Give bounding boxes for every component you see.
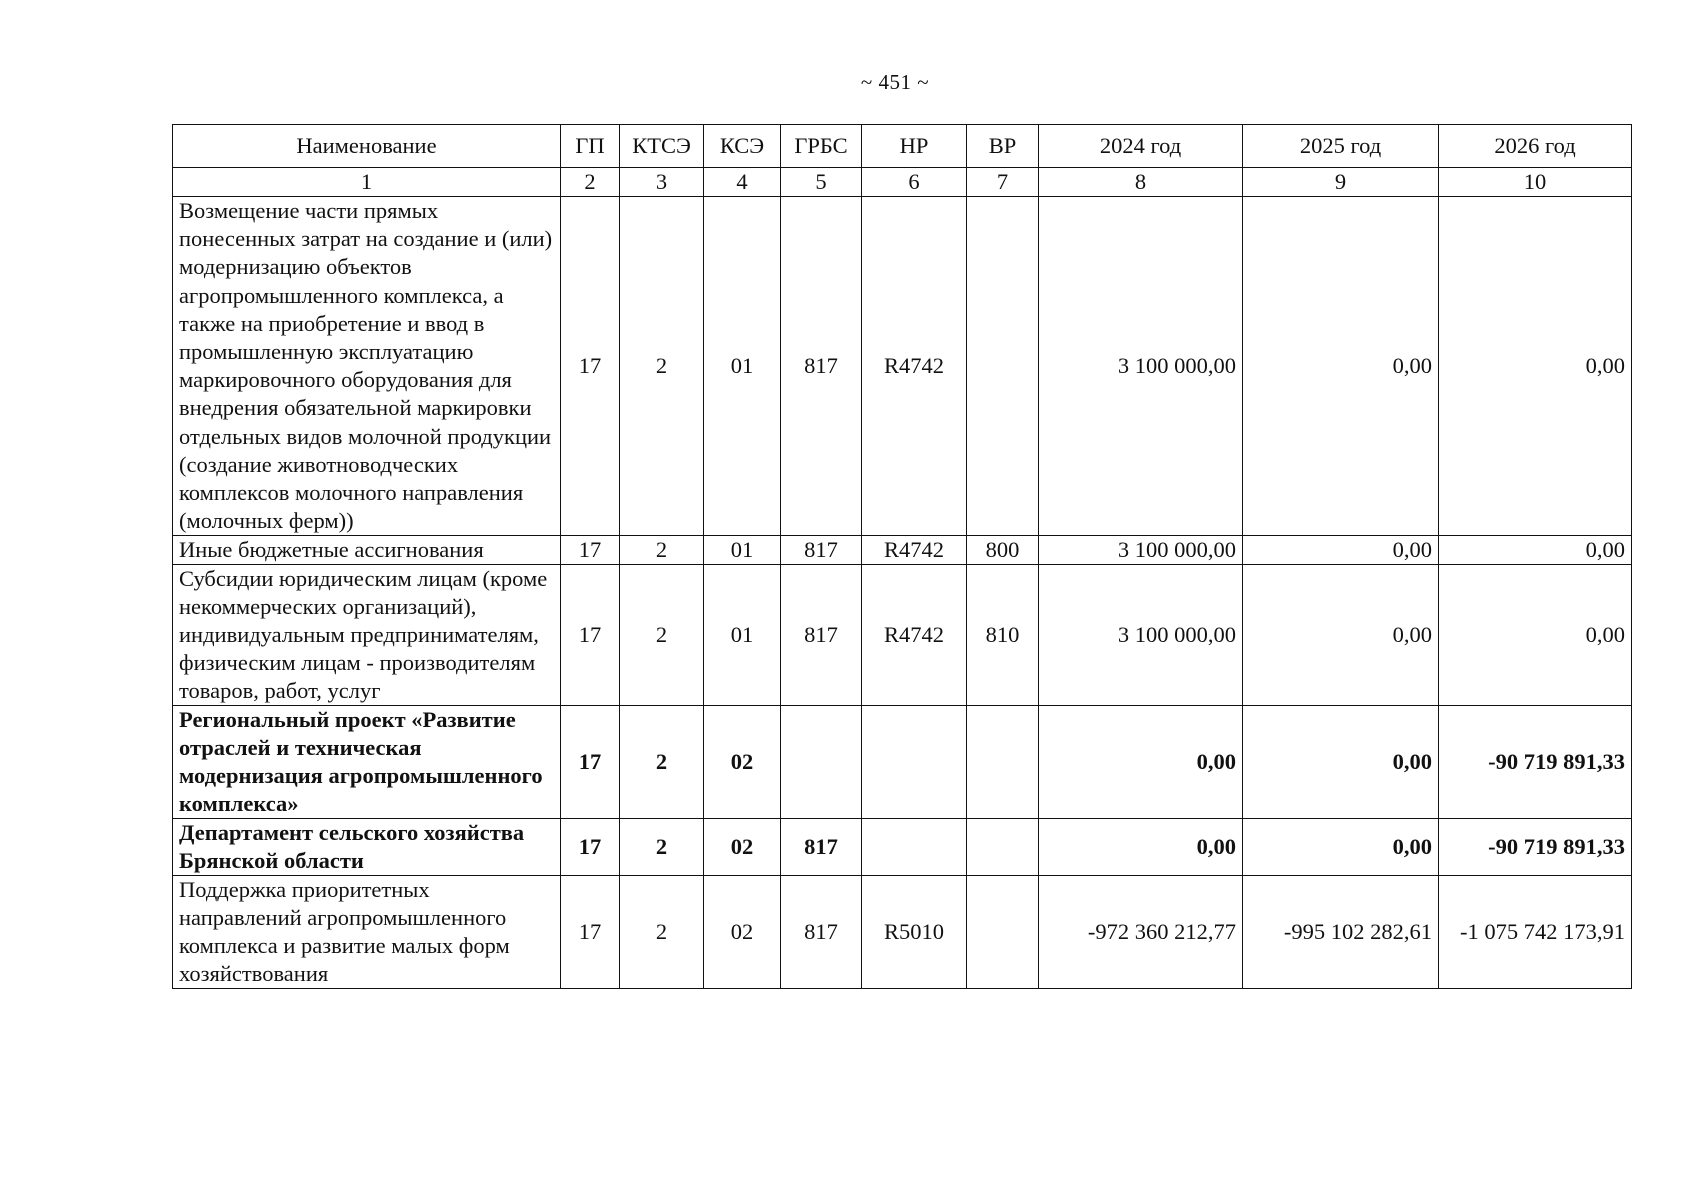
row-2026: 0,00 xyxy=(1439,565,1632,706)
row-vr: 810 xyxy=(967,565,1039,706)
column-index: 6 xyxy=(862,168,967,197)
row-name: Региональный проект «Развитие отраслей и техническая модернизация агропромышленного комплекса» xyxy=(173,706,561,819)
header-grbs: ГРБС xyxy=(781,125,862,168)
column-index: 3 xyxy=(620,168,704,197)
row-2025: -995 102 282,61 xyxy=(1243,876,1439,989)
header-nr: НР xyxy=(862,125,967,168)
row-ktse: 2 xyxy=(620,197,704,536)
row-kse: 01 xyxy=(704,197,781,536)
row-vr xyxy=(967,706,1039,819)
header-name: Наименование xyxy=(173,125,561,168)
row-nr xyxy=(862,819,967,876)
row-nr: R4742 xyxy=(862,536,967,565)
row-vr xyxy=(967,876,1039,989)
row-2026: -1 075 742 173,91 xyxy=(1439,876,1632,989)
page-number: ~ 451 ~ xyxy=(860,70,930,94)
header-kse: КСЭ xyxy=(704,125,781,168)
row-2025: 0,00 xyxy=(1243,706,1439,819)
row-kse: 02 xyxy=(704,876,781,989)
row-2024: 0,00 xyxy=(1039,706,1243,819)
column-index-row xyxy=(173,168,1632,197)
header-ktse: КТСЭ xyxy=(620,125,704,168)
row-name: Возмещение части прямых понесенных затрат на создание и (или) модернизацию объектов агропромышленного комплекса, а также на приобретение и ввод в промышленную эксплуатацию маркировочного оборудования для внедрения обязательной маркировки отдельных видов молочной продукции (создание животноводческих комплексов молочного направления (молочных ферм)) xyxy=(173,197,561,536)
row-nr: R5010 xyxy=(862,876,967,989)
column-index: 4 xyxy=(704,168,781,197)
row-ktse: 2 xyxy=(620,819,704,876)
column-index: 7 xyxy=(967,168,1039,197)
row-gp: 17 xyxy=(561,536,620,565)
column-index: 9 xyxy=(1243,168,1439,197)
row-2024: 0,00 xyxy=(1039,819,1243,876)
budget-table xyxy=(172,124,1632,989)
row-2024: 3 100 000,00 xyxy=(1039,565,1243,706)
row-name: Иные бюджетные ассигнования xyxy=(173,536,561,565)
row-grbs: 817 xyxy=(781,536,862,565)
column-index: 8 xyxy=(1039,168,1243,197)
row-2026: 0,00 xyxy=(1439,197,1632,536)
row-2024: -972 360 212,77 xyxy=(1039,876,1243,989)
column-index: 5 xyxy=(781,168,862,197)
row-gp: 17 xyxy=(561,565,620,706)
row-gp: 17 xyxy=(561,819,620,876)
row-2025: 0,00 xyxy=(1243,197,1439,536)
row-grbs: 817 xyxy=(781,197,862,536)
table-row xyxy=(173,565,1632,706)
row-2024: 3 100 000,00 xyxy=(1039,197,1243,536)
header-2024: 2024 год xyxy=(1039,125,1243,168)
row-kse: 01 xyxy=(704,565,781,706)
row-grbs xyxy=(781,706,862,819)
row-2025: 0,00 xyxy=(1243,536,1439,565)
table-row xyxy=(173,819,1632,876)
row-kse: 01 xyxy=(704,536,781,565)
row-2026: 0,00 xyxy=(1439,536,1632,565)
row-grbs: 817 xyxy=(781,819,862,876)
column-index: 1 xyxy=(173,168,561,197)
row-gp: 17 xyxy=(561,197,620,536)
header-2026: 2026 год xyxy=(1439,125,1632,168)
row-gp: 17 xyxy=(561,876,620,989)
table-row xyxy=(173,197,1632,536)
table-header-row xyxy=(173,125,1632,168)
row-ktse: 2 xyxy=(620,706,704,819)
table-row xyxy=(173,706,1632,819)
row-ktse: 2 xyxy=(620,876,704,989)
row-name: Департамент сельского хозяйства Брянской области xyxy=(173,819,561,876)
header-vr: ВР xyxy=(967,125,1039,168)
row-2025: 0,00 xyxy=(1243,819,1439,876)
row-vr xyxy=(967,197,1039,536)
header-gp: ГП xyxy=(561,125,620,168)
row-nr: R4742 xyxy=(862,197,967,536)
table-row xyxy=(173,536,1632,565)
row-name: Поддержка приоритетных направлений агропромышленного комплекса и развитие малых форм хозяйствования xyxy=(173,876,561,989)
row-vr xyxy=(967,819,1039,876)
row-vr: 800 xyxy=(967,536,1039,565)
row-2026: -90 719 891,33 xyxy=(1439,819,1632,876)
row-2026: -90 719 891,33 xyxy=(1439,706,1632,819)
row-2025: 0,00 xyxy=(1243,565,1439,706)
row-ktse: 2 xyxy=(620,536,704,565)
row-kse: 02 xyxy=(704,706,781,819)
row-grbs: 817 xyxy=(781,565,862,706)
row-ktse: 2 xyxy=(620,565,704,706)
row-nr xyxy=(862,706,967,819)
row-2024: 3 100 000,00 xyxy=(1039,536,1243,565)
column-index: 2 xyxy=(561,168,620,197)
row-nr: R4742 xyxy=(862,565,967,706)
row-gp: 17 xyxy=(561,706,620,819)
header-2025: 2025 год xyxy=(1243,125,1439,168)
row-grbs: 817 xyxy=(781,876,862,989)
row-kse: 02 xyxy=(704,819,781,876)
table-row xyxy=(173,876,1632,989)
column-index: 10 xyxy=(1439,168,1632,197)
row-name: Субсидии юридическим лицам (кроме некоммерческих организаций), индивидуальным предпринимателям, физическим лицам - производителям товаров, работ, услуг xyxy=(173,565,561,706)
